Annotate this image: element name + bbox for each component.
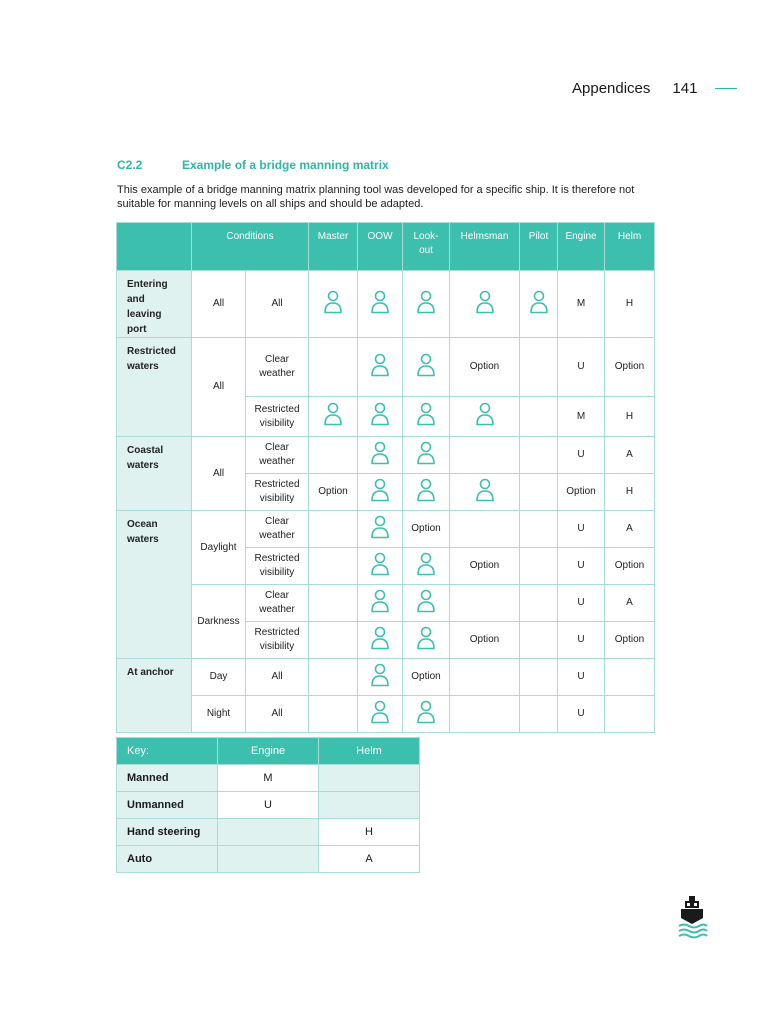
person-icon: [416, 402, 436, 431]
person-icon: [370, 402, 390, 431]
person-icon: [370, 478, 390, 507]
cell-label: All: [246, 271, 309, 338]
key-row: [117, 765, 420, 792]
person-icon: [475, 402, 495, 431]
key-row-helm: [319, 792, 420, 819]
person-icon: [370, 663, 390, 692]
person-icon: [416, 589, 436, 618]
intro-paragraph: This example of a bridge manning matrix planning tool was developed for a specific ship. It is therefore not suitable for manning levels on all ships and should be adapted.: [117, 184, 635, 210]
person-icon: [475, 290, 495, 319]
person-icon: [370, 589, 390, 618]
key-row-helm: [319, 765, 420, 792]
cell-label: Clear weather: [246, 437, 309, 474]
person-icon: [475, 478, 495, 507]
person-icon: [370, 441, 390, 470]
category-ocean: Ocean waters: [117, 511, 192, 659]
manning-matrix: [116, 222, 655, 733]
person-icon: [416, 353, 436, 382]
key-row-label: Hand steering: [117, 819, 218, 846]
cell-value: H: [605, 397, 655, 437]
person-icon: [416, 700, 436, 729]
person-icon: [416, 626, 436, 655]
cell-label: All: [192, 437, 246, 511]
person-icon: [370, 700, 390, 729]
cell-value: H: [605, 474, 655, 511]
cell-label: Restricted visibility: [246, 548, 309, 585]
section-number: C2.2: [117, 158, 143, 172]
key-row-helm: H: [319, 819, 420, 846]
key-header-key: Key:: [117, 738, 218, 765]
col-header-pilot: Pilot: [520, 223, 558, 271]
row-restricted-clear: [117, 338, 655, 397]
col-header-master: Master: [309, 223, 358, 271]
cell-value: Option: [558, 474, 605, 511]
col-header-helm: Helm: [605, 223, 655, 271]
person-icon: [370, 626, 390, 655]
cell-label: Day: [192, 659, 246, 696]
cell-label: All: [246, 659, 309, 696]
cell-value: Option: [403, 659, 450, 696]
cell-value: A: [605, 585, 655, 622]
col-header-oow: OOW: [358, 223, 403, 271]
category-restricted-waters: Restricted waters: [117, 338, 192, 437]
key-row-engine: M: [218, 765, 319, 792]
cell-value: U: [558, 511, 605, 548]
key-row-engine: U: [218, 792, 319, 819]
cell-value: M: [558, 271, 605, 338]
page-number: 141: [672, 80, 698, 97]
category-entering: Entering and leaving port: [117, 271, 192, 338]
cell-value: Option: [309, 474, 358, 511]
person-icon: [529, 290, 549, 319]
person-icon: [416, 478, 436, 507]
cell-label: Darkness: [192, 585, 246, 659]
key-row-label: Manned: [117, 765, 218, 792]
person-icon: [323, 402, 343, 431]
row-anchor-day: [117, 659, 655, 696]
cell-label: Restricted visibility: [246, 622, 309, 659]
person-icon: [370, 290, 390, 319]
cell-label: Daylight: [192, 511, 246, 585]
section-title: Example of a bridge manning matrix: [182, 158, 389, 172]
cell-value: U: [558, 622, 605, 659]
cell-value: U: [558, 696, 605, 733]
person-icon: [416, 441, 436, 470]
cell-value: H: [605, 271, 655, 338]
key-row-label: Unmanned: [117, 792, 218, 819]
cell-value: Option: [450, 338, 520, 397]
category-anchor: At anchor: [117, 659, 192, 733]
cell-value: Option: [605, 622, 655, 659]
cell-value: U: [558, 548, 605, 585]
col-header-helmsman: Helmsman: [450, 223, 520, 271]
cell-label: All: [246, 696, 309, 733]
person-icon: [370, 353, 390, 382]
row-ocean-day-clear: [117, 511, 655, 548]
key-row-engine: [218, 819, 319, 846]
header-section: Appendices: [572, 80, 651, 97]
cell-value: U: [558, 437, 605, 474]
col-header-engine: Engine: [558, 223, 605, 271]
cell-label: Clear weather: [246, 511, 309, 548]
page-header: [572, 80, 737, 97]
cell-value: U: [558, 585, 605, 622]
row-entering-port: [117, 271, 655, 338]
row-ocean-dark-clear: [117, 585, 655, 622]
cell-label: Restricted visibility: [246, 474, 309, 511]
cell-value: A: [605, 437, 655, 474]
cell-label: Clear weather: [246, 338, 309, 397]
key-row-engine: [218, 846, 319, 873]
cell-value: Option: [450, 622, 520, 659]
key-row-label: Auto: [117, 846, 218, 873]
col-header-conditions: Conditions: [192, 223, 309, 271]
person-icon: [416, 552, 436, 581]
cell-label: Clear weather: [246, 585, 309, 622]
cell-label: All: [192, 338, 246, 437]
header-corner: [117, 223, 192, 271]
cell-value: Option: [605, 338, 655, 397]
cell-value: A: [605, 511, 655, 548]
person-icon: [370, 515, 390, 544]
cell-value: Option: [450, 548, 520, 585]
cell-value: Option: [403, 511, 450, 548]
key-header-helm: Helm: [319, 738, 420, 765]
cell-label: Restricted visibility: [246, 397, 309, 437]
row-anchor-night: [117, 696, 655, 733]
cell-value: Option: [605, 548, 655, 585]
key-row-helm: A: [319, 846, 420, 873]
key-row: [117, 819, 420, 846]
header-rule: [715, 88, 737, 90]
category-coastal: Coastal waters: [117, 437, 192, 511]
key-row: [117, 792, 420, 819]
cell-value: U: [558, 659, 605, 696]
key-header-engine: Engine: [218, 738, 319, 765]
cell-value: M: [558, 397, 605, 437]
person-icon: [323, 290, 343, 319]
col-header-lookout: Look- out: [403, 223, 450, 271]
person-icon: [416, 290, 436, 319]
ship-icon: [676, 896, 708, 940]
key-table: [116, 737, 420, 873]
cell-label: All: [192, 271, 246, 338]
cell-value: U: [558, 338, 605, 397]
key-row: [117, 846, 420, 873]
person-icon: [370, 552, 390, 581]
cell-label: Night: [192, 696, 246, 733]
row-coastal-clear: [117, 437, 655, 474]
